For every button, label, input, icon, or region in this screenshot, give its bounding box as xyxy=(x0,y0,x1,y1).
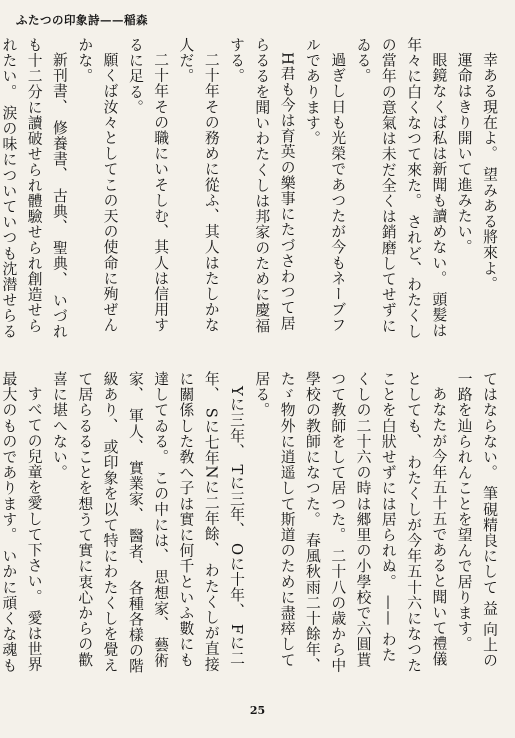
paragraph: 二十年その務めに從ふ、其人はたしかな人だ。 xyxy=(177,37,220,333)
paragraph: Yに三年、 Tに三年、 Oに十年、 Fに二年、 Sに七年Nに二年餘、 わたくしが直接に關係した敎へ子は實に何千といふ數にも達してゐる。 この中には、 思想家、 藝術家、 軍人、 實業家、 醫者、 各種各樣の階級あり、 或印象を以て特にわたくしを覺えて居らるることを想うて實に衷心からの歡喜に堪へない。 xyxy=(50,371,246,674)
lower-text-column xyxy=(0,371,502,677)
paragraph: 幸ある現在よ。 望みある將來よ。 xyxy=(481,51,498,292)
paragraph: あなたが今年五十五であると聞いて禮儀としても、 わたくしが今年五十六になつたことを白狀せずには居られぬ。 —— わたくしの二十六の時は郷里の小學校で六圓貰つて教師をして居つた。 二十八の歳から中學校の教師になつた。 春風秋雨二十餘年、 たゞ物外に逍遥して斯道のために盡瘁して居る。 xyxy=(253,371,448,673)
paragraph: 眼鏡なくば私は新聞も讀めない。 頭髪は年々に白くなつて來た。 されど、わたくしの當年の意氣は未だ全くは銷磨してせずにゐる。 xyxy=(354,37,448,339)
paragraph: H君も今は育英の樂事にたづさわつて居らるるを聞いわたくしは邦家のために慶福する。 xyxy=(228,37,296,334)
paragraph: 運命はきり開いて進みたい。 xyxy=(455,51,473,255)
paragraph: すべての兒童を愛して下さい。 愛は世界最大のものであります。 いかに頑くな魂も xyxy=(0,371,43,673)
running-head: ふたつの印象詩——稲森 xyxy=(16,13,148,27)
paragraph: 過ぎし日も光榮であつたが今もネーブフルであります。 xyxy=(303,37,347,333)
paragraph: てはならない。 筆硯精良にして 益 向上の一路を辿られんことを望んで居ります。 xyxy=(455,371,498,669)
paragraph: 新刊書、 修養書、 古典、 聖典、 いづれも十二分に讀破せられ體驗せられ創造せられたい。 涙の味についていつも沈潜せらる xyxy=(0,37,68,340)
paragraph: 二十年その職にいそしむ、其人は信用するに足る。 xyxy=(126,37,170,333)
upper-text-column xyxy=(0,37,502,343)
paragraph: 願くば汝々としてこの天の使命に殉ぜんかな。 xyxy=(76,37,119,333)
page-number: 25 xyxy=(249,704,266,717)
